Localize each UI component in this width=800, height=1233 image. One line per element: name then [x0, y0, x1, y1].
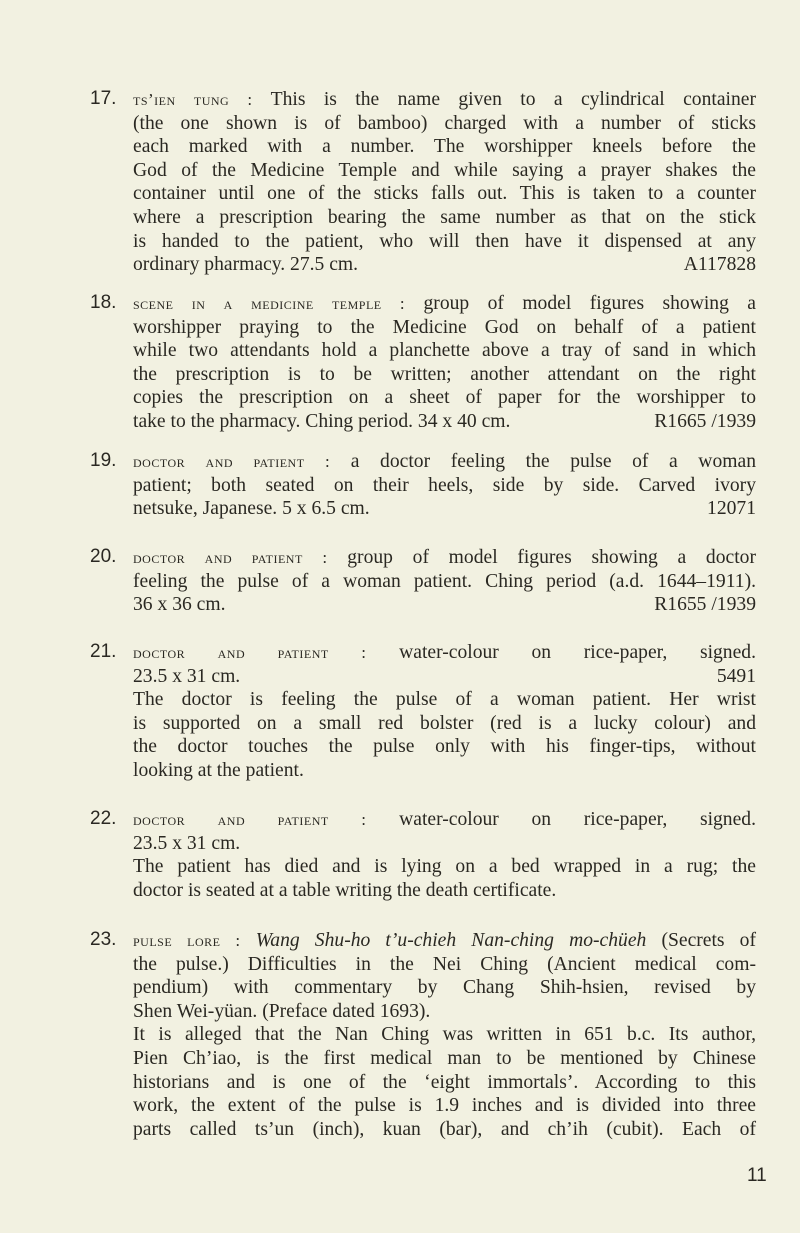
entry-line: doctor and patient : water-colour on rice-paper, signed. — [133, 809, 756, 830]
entry-20 — [90, 546, 756, 617]
entry-17 — [90, 88, 756, 277]
entry-line: looking at the patient. — [133, 759, 304, 781]
book-title: Wang Shu-ho t’u-chieh Nan-ching mo-chüeh — [255, 930, 647, 951]
entry-19 — [90, 450, 756, 521]
entry-line: The doctor is feeling the pulse of a woman patient. Her wrist — [133, 689, 756, 711]
entry-number: 21. — [90, 641, 117, 662]
entry-21 — [90, 641, 756, 783]
entry-line: parts called ts’un (inch), kuan (bar), and ch’ih (cubit). Each of — [133, 1118, 756, 1140]
entry-line: 23.5 x 31 cm. — [133, 832, 241, 854]
entry-heading: scene in a medicine temple : — [133, 294, 406, 313]
entry-number: 18. — [90, 292, 117, 313]
entry-line: doctor and patient : group of model figures showing a doctor — [133, 547, 756, 568]
entry-22 — [90, 808, 756, 902]
entry-line: where a prescription bearing the same number as that on the stick — [133, 206, 756, 228]
entry-number: 19. — [90, 450, 117, 471]
entry-line: doctor is seated at a table writing the death certificate. — [133, 879, 557, 901]
entry-line: 36 x 36 cm. R1655 /1939 — [133, 594, 756, 616]
entry-line: historians and is one of the ‘eight immortals’. According to this — [133, 1071, 756, 1093]
entry-line: container until one of the sticks falls out. This is taken to a counter — [133, 183, 756, 205]
entry-line: 23.5 x 31 cm. 5491 — [133, 665, 756, 687]
entry-heading: pulse lore : — [133, 931, 241, 950]
entry-body — [133, 546, 756, 617]
entry-body — [133, 450, 756, 521]
entry-line: the doctor touches the pulse only with his finger-tips, without — [133, 736, 756, 758]
entry-body — [133, 808, 756, 902]
entry-line: patient; both seated on their heels, side by side. Carved ivory — [133, 474, 756, 496]
entry-line: ordinary pharmacy. 27.5 cm. A117828 — [133, 254, 756, 276]
entry-line: The patient has died and is lying on a bed wrapped in a rug; the — [133, 856, 756, 878]
entry-line: (the one shown is of bamboo) charged with a number of sticks — [133, 112, 756, 134]
entry-line: It is alleged that the Nan Ching was written in 651 b.c. Its author, — [133, 1024, 756, 1046]
entry-line: Shen Wei-yüan. (Preface dated 1693). — [133, 1000, 431, 1022]
entry-line: copies the prescription on a sheet of paper for the worshipper to — [133, 387, 756, 409]
entry-line: take to the pharmacy. Ching period. 34 x 40 cm. R1665 /1939 — [133, 410, 756, 432]
entry-line: doctor and patient : water-colour on rice-paper, signed. — [133, 642, 756, 663]
entry-heading: ts’ien tung : — [133, 90, 253, 109]
entry-number: 23. — [90, 929, 117, 950]
entry-line: doctor and patient : a doctor feeling the pulse of a woman — [133, 451, 756, 472]
entry-line: the pulse.) Difficulties in the Nei Ching (Ancient medical com- — [133, 953, 756, 975]
entry-line: is handed to the patient, who will then have it dispensed at any — [133, 230, 756, 252]
entry-line: ts’ien tung : This is the name given to a cylindrical container — [133, 89, 756, 110]
entry-line: while two attendants hold a planchette above a tray of sand in which — [133, 340, 756, 362]
entry-body — [133, 88, 756, 277]
entry-line: work, the extent of the pulse is 1.9 inches and is divided into three — [133, 1095, 756, 1117]
entry-heading: doctor and patient : — [133, 810, 367, 829]
entry-line: scene in a medicine temple : group of model figures showing a — [133, 293, 756, 314]
entry-line: worshipper praying to the Medicine God on behalf of a patient — [133, 316, 756, 338]
entry-line: Pien Ch’iao, is the first medical man to be mentioned by Chinese — [133, 1047, 756, 1069]
entry-body — [133, 292, 756, 434]
entry-heading: doctor and patient : — [133, 452, 331, 471]
entry-number: 20. — [90, 546, 117, 567]
entry-line: pendium) with commentary by Chang Shih-hsien, revised by — [133, 977, 756, 999]
entry-body — [133, 641, 756, 783]
entry-body — [133, 929, 756, 1141]
catalogue-reference: R1655 /1939 — [654, 594, 756, 616]
entry-line: is supported on a small red bolster (red is a lucky colour) and — [133, 712, 756, 734]
catalogue-reference: A117828 — [683, 254, 756, 276]
entry-23 — [90, 929, 756, 1141]
entry-line: the prescription is to be written; another attendant on the right — [133, 363, 756, 385]
entry-number: 17. — [90, 88, 117, 109]
page-number: 11 — [747, 1165, 767, 1186]
entry-heading: doctor and patient : — [133, 548, 328, 567]
entry-line: each marked with a number. The worshipper kneels before the — [133, 136, 756, 158]
entry-heading: doctor and patient : — [133, 643, 367, 662]
entry-line: netsuke, Japanese. 5 x 6.5 cm. 12071 — [133, 498, 756, 520]
entry-line: pulse lore : Wang Shu-ho t’u-chieh Nan-ching mo-chüeh (Secrets of — [133, 930, 756, 951]
entry-number: 22. — [90, 808, 117, 829]
entry-line: God of the Medicine Temple and while saying a prayer shakes the — [133, 159, 756, 181]
catalogue-reference: R1665 /1939 — [654, 410, 756, 432]
catalogue-reference: 12071 — [707, 498, 756, 520]
entry-line: feeling the pulse of a woman patient. Ching period (a.d. 1644–1911). — [133, 570, 756, 592]
catalogue-reference: 5491 — [716, 665, 756, 687]
entry-18 — [90, 292, 756, 434]
